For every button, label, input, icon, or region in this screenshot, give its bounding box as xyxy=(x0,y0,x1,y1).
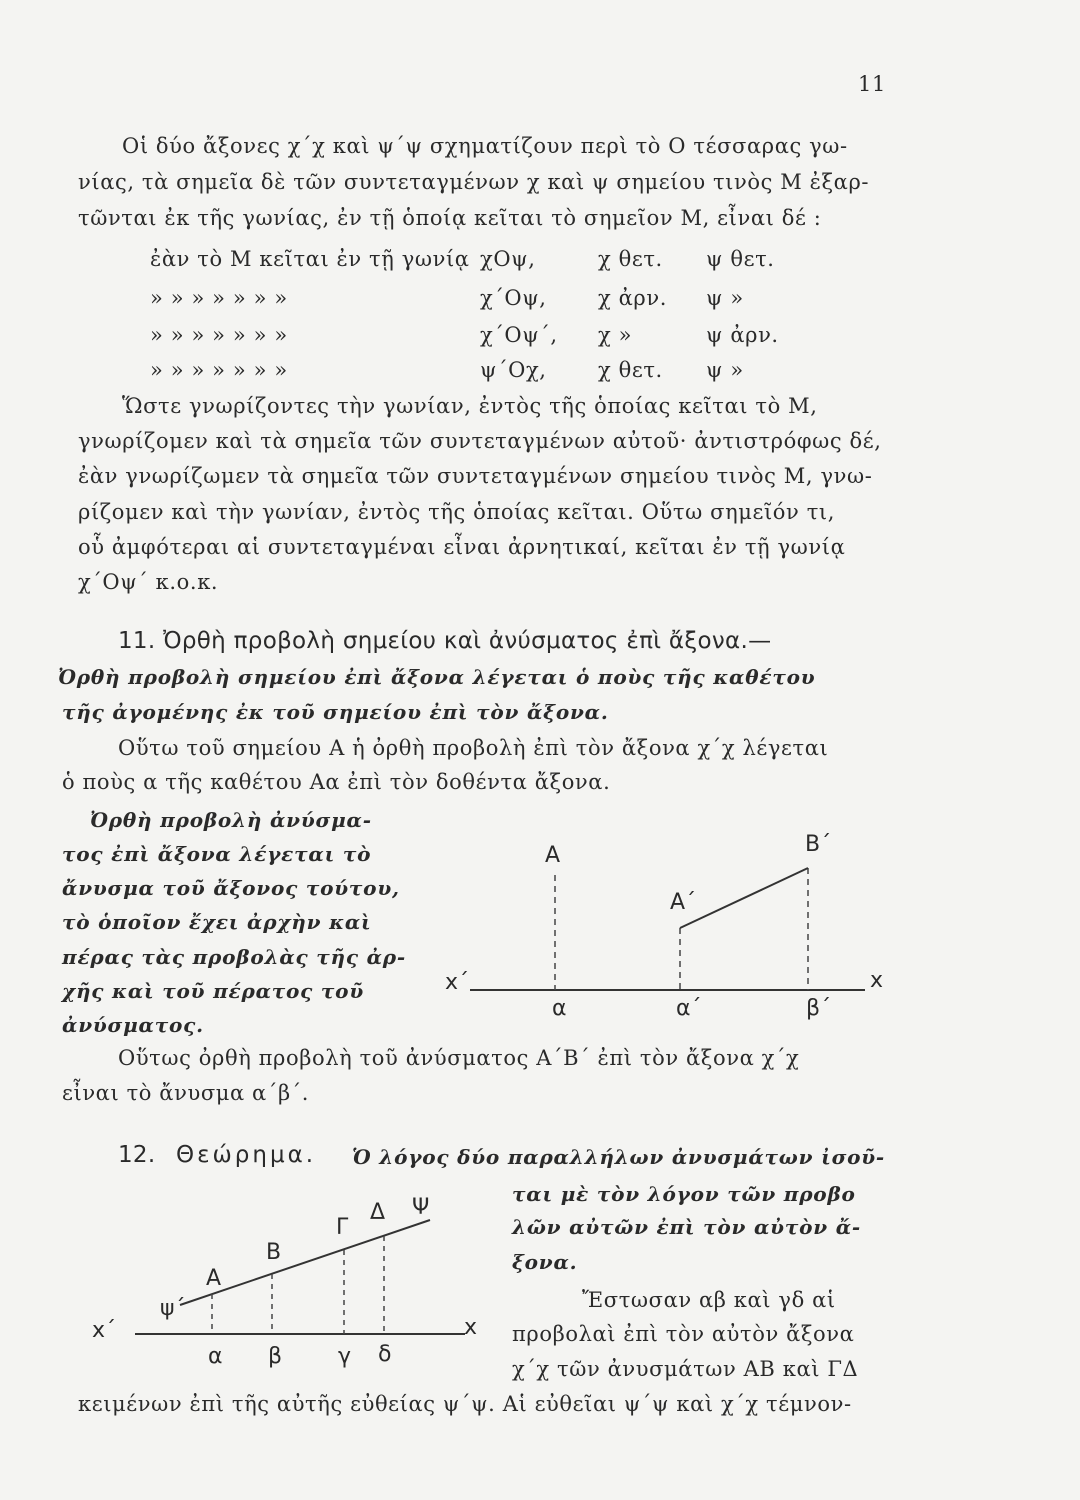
label-alpha: α xyxy=(208,1344,223,1369)
para2-line-1: Ὥστε γνωρίζοντες τὴν γωνίαν, ἐντὸς τῆς ὁποίας κεῖται τὸ Μ, xyxy=(122,394,818,418)
para2-line-2: γνωρίζομεν καὶ τὰ σημεῖα τῶν συντεταγμένων αὐτοῦ· ἀντιστρόφως δέ, xyxy=(78,429,882,453)
label-A: A xyxy=(545,843,561,868)
section-11-def2-line-7: ἀνύσματος. xyxy=(62,1013,204,1037)
section-11-end-line-2: εἶναι τὸ ἄνυσμα α΄β΄. xyxy=(62,1081,310,1105)
para1-line-2: νίας, τὰ σημεῖα δὲ τῶν συντεταγμένων χ καὶ ψ σημείου τινὸς Μ ἐξαρ- xyxy=(78,170,870,194)
section-11-heading: 11. Ὀρθὴ προβολὴ σημείου καὶ ἀνύσματος ἐπὶ ἄξονα.— xyxy=(118,628,772,654)
section-11-text-line-1: Οὕτω τοῦ σημείου Α ἡ ὀρθὴ προβολὴ ἐπὶ τὸν ἄξονα χ΄χ λέγεται xyxy=(118,736,829,760)
section-11-def2-line-5: πέρας τὰς προβολὰς τῆς ἀρ- xyxy=(62,945,407,969)
label-x: x xyxy=(464,1315,478,1340)
para2-line-5: οὗ ἀμφότεραι αἱ συντεταγμέναι εἶναι ἀρνητικαί, κεῖται ἐν τῇ γωνίᾳ xyxy=(78,535,846,559)
section-11-def2-line-6: χῆς καὶ τοῦ πέρατος τοῦ xyxy=(62,979,364,1003)
label-A: A xyxy=(206,1266,222,1291)
para2-line-3: ἐὰν γνωρίζωμεν τὰ σημεῖα τῶν συντεταγμένων σημείου τινὸς Μ, γνω- xyxy=(78,464,873,488)
section-12-number: 12. xyxy=(118,1142,156,1168)
section-11-definition-line-2: τῆς ἀγομένης ἐκ τοῦ σημείου ἐπὶ τὸν ἄξονα. xyxy=(62,700,609,724)
section-12-text-line-1: Ἔστωσαν αβ καὶ γδ αἱ xyxy=(582,1288,836,1312)
label-delta: δ xyxy=(378,1342,392,1367)
para1-line-1: Οἱ δύο ἄξονες χ΄χ καὶ ψ΄ψ σχηματίζουν περὶ τὸ Ο τέσσαρας γω- xyxy=(122,134,848,158)
section-12-text-line-3: χ΄χ τῶν ἀνυσμάτων ΑΒ καὶ ΓΔ xyxy=(512,1357,859,1381)
line-psi xyxy=(180,1220,430,1305)
section-11-def2-line-1: Ὀρθὴ προβολὴ ἀνύσμα- xyxy=(90,808,372,832)
section-12-label: Θεώρημα. xyxy=(176,1142,317,1168)
section-11-definition-line-1: Ὀρθὴ προβολὴ σημείου ἐπὶ ἄξονα λέγεται ὁ ποὺς τῆς καθέτου xyxy=(58,665,816,689)
para2-line-6: χ΄Οψ΄ κ.ο.κ. xyxy=(78,570,219,594)
label-beta-prime: β΄ xyxy=(806,996,832,1021)
label-x: x xyxy=(870,968,884,993)
section-11-text-line-2: ὁ ποὺς α τῆς καθέτου Αα ἐπὶ τὸν δοθέντα ἄξονα. xyxy=(62,770,611,794)
section-12-text-line-2: προβολαὶ ἐπὶ τὸν αὐτὸν ἄξονα xyxy=(512,1322,855,1346)
label-x-prime: x΄ xyxy=(92,1318,117,1343)
page-number: 11 xyxy=(858,72,886,96)
section-11-def2-line-3: ἄνυσμα τοῦ ἄξονος τούτου, xyxy=(62,876,400,900)
label-psi-prime: ψ΄ xyxy=(160,1296,186,1321)
label-Gamma: Γ xyxy=(336,1215,349,1240)
label-alpha: α xyxy=(552,996,567,1021)
label-B: B xyxy=(266,1240,282,1265)
para2-line-4: ρίζομεν καὶ τὴν γωνίαν, ἐντὸς τῆς ὁποίας κεῖται. Οὕτω σημεῖόν τι, xyxy=(78,500,836,524)
section-11-def2-line-2: τος ἐπὶ ἄξονα λέγεται τὸ xyxy=(62,842,372,866)
label-B-prime: B΄ xyxy=(805,832,832,857)
label-beta: β xyxy=(268,1344,283,1369)
section-12-theorem-line-2: ται μὲ τὸν λόγον τῶν προβο xyxy=(512,1182,856,1206)
label-alpha-prime: α΄ xyxy=(676,996,702,1021)
section-11-def2-line-4: τὸ ὁποῖον ἔχει ἀρχὴν καὶ xyxy=(62,910,372,934)
label-Psi: Ψ xyxy=(412,1195,430,1220)
label-A-prime: A΄ xyxy=(670,890,697,915)
section-12-theorem-line-1: Ὁ λόγος δύο παραλλήλων ἀνυσμάτων ἰσοῦ- xyxy=(352,1145,886,1169)
section-11-end-line-1: Οὕτως ὀρθὴ προβολὴ τοῦ ἀνύσματος Α΄Β΄ ἐπὶ τὸν ἄξονα χ΄χ xyxy=(118,1046,800,1070)
section-12-theorem-line-3: λῶν αὐτῶν ἐπὶ τὸν αὐτὸν ἄ- xyxy=(512,1215,861,1239)
label-x-prime: x΄ xyxy=(445,970,470,995)
section-12-last-line: κειμένων ἐπὶ τῆς αὐτῆς εὐθείας ψ΄ψ. Αἱ εὐθεῖαι ψ΄ψ καὶ χ΄χ τέμνον- xyxy=(78,1392,852,1416)
label-gamma: γ xyxy=(338,1344,352,1369)
para1-line-3: τῶνται ἐκ τῆς γωνίας, ἐν τῇ ὁποίᾳ κεῖται τὸ σημεῖον Μ, εἶναι δέ : xyxy=(78,206,822,230)
label-Delta: Δ xyxy=(370,1200,386,1225)
section-12-theorem-line-4: ξονα. xyxy=(512,1250,578,1274)
